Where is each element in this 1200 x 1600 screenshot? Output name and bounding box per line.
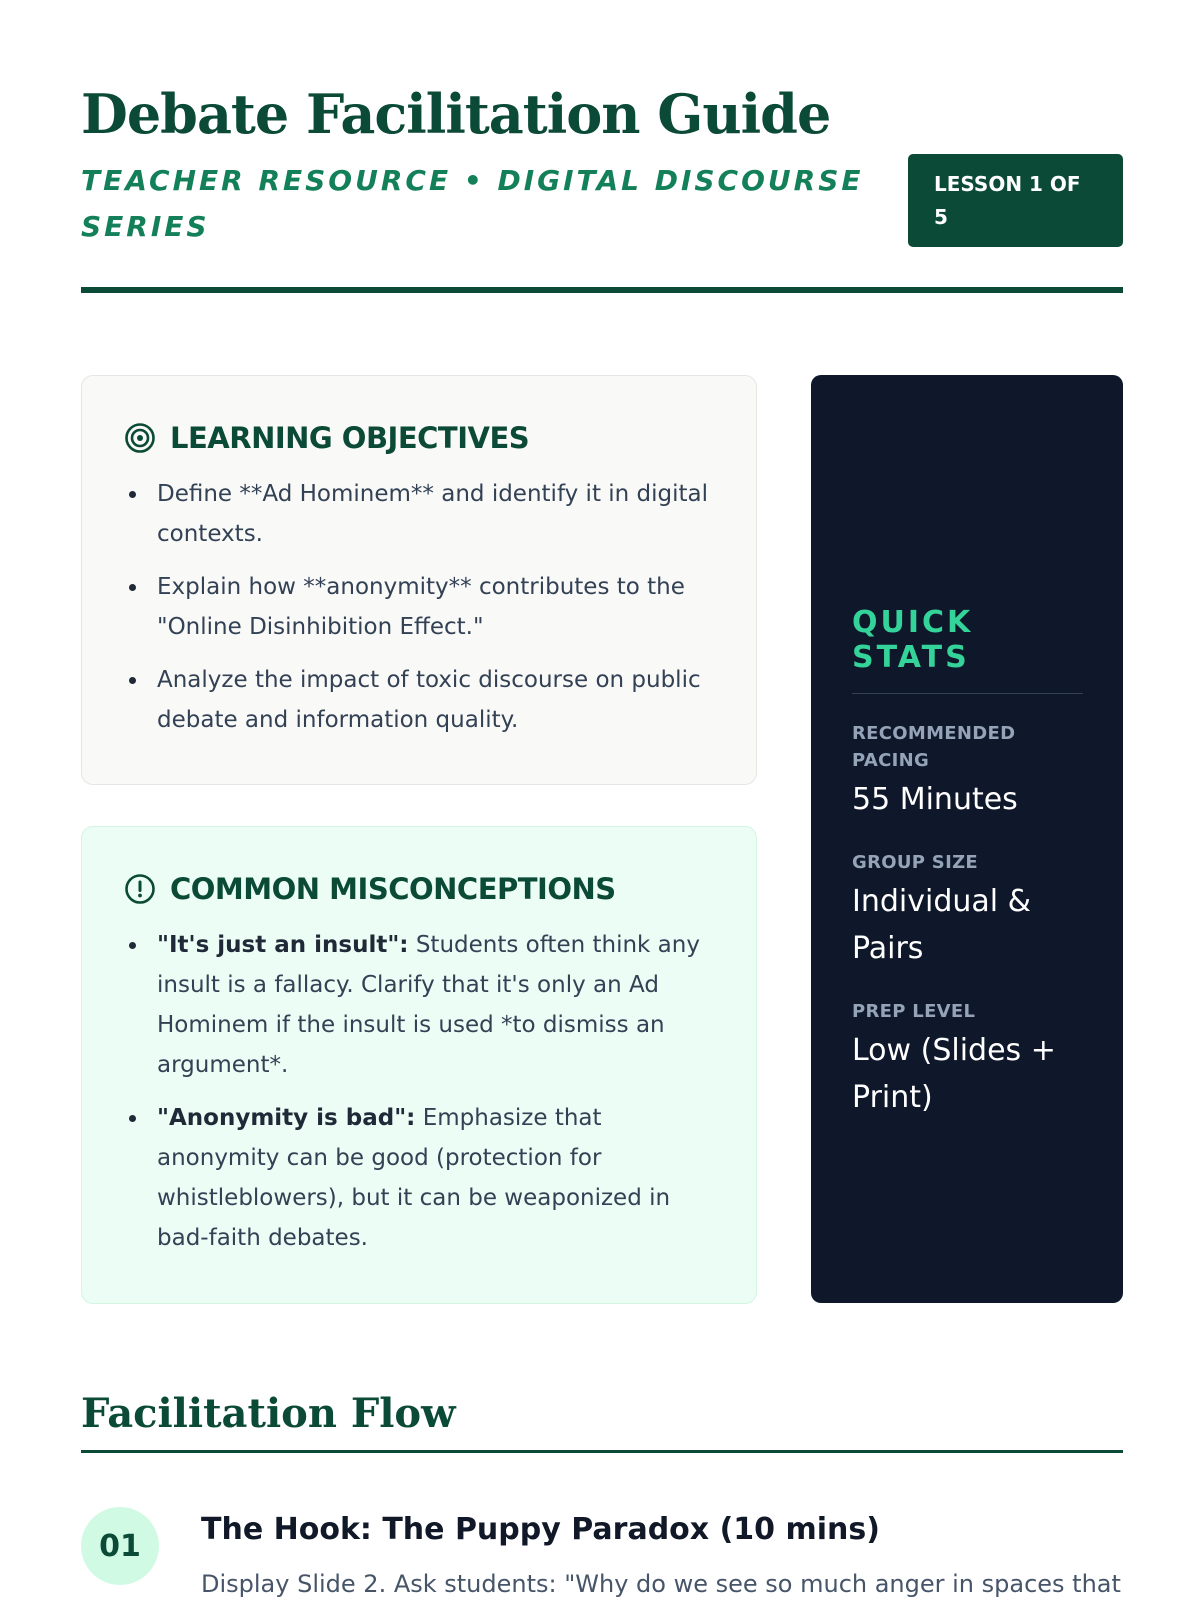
page-header xyxy=(81,80,1123,243)
stat-prep-level xyxy=(852,998,1083,1121)
stat-pacing xyxy=(852,720,1083,823)
stat-value: Individual & Pairs xyxy=(852,884,1032,966)
stat-label: RECOMMENDED PACING xyxy=(852,723,1016,771)
objective-item: Define **Ad Hominem** and identify it in digital contexts. xyxy=(124,474,716,554)
page-title: Debate Facilitation Guide xyxy=(81,82,831,146)
objectives-list xyxy=(124,474,716,740)
objective-item: Analyze the impact of toxic discourse on public debate and information quality. xyxy=(124,660,716,740)
flow-divider xyxy=(81,1450,1123,1453)
common-misconceptions-title: COMMON MISCONCEPTIONS xyxy=(170,872,616,906)
misconception-lead: "It's just an insult": xyxy=(157,932,409,958)
lesson-badge: LESSON 1 OF 5 xyxy=(908,154,1123,247)
stat-label: PREP LEVEL xyxy=(852,1001,976,1022)
quick-stats-title: QUICK STATS xyxy=(852,605,1083,694)
stat-value: 55 Minutes xyxy=(852,782,1018,817)
step-number-badge: 01 xyxy=(81,1507,159,1585)
stat-label: GROUP SIZE xyxy=(852,852,979,873)
misconceptions-list xyxy=(124,925,716,1258)
misconception-text: Students often think any insult is a fallacy. Clarify that it's only an Ad Hominem if the insult is used *to dismiss an argument*. xyxy=(157,932,700,1078)
misconception-item xyxy=(124,1098,716,1258)
header-divider xyxy=(81,287,1123,293)
learning-objectives-card xyxy=(81,375,757,785)
step-description: Display Slide 2. Ask students: "Why do we see so much anger in spaces that xyxy=(201,1570,1121,1598)
learning-objectives-title: LEARNING OBJECTIVES xyxy=(170,421,530,455)
misconception-item xyxy=(124,925,716,1085)
alert-circle-icon xyxy=(124,873,156,905)
step-title: The Hook: The Puppy Paradox (10 mins) xyxy=(201,1512,880,1547)
common-misconceptions-header xyxy=(124,867,716,911)
page-subtitle: TEACHER RESOURCE • DIGITAL DISCOURSE SERIES xyxy=(81,164,864,243)
facilitation-flow-title: Facilitation Flow xyxy=(81,1390,456,1437)
stat-group-size xyxy=(852,849,1083,972)
stat-value: Low (Slides + Print) xyxy=(852,1033,1056,1115)
target-icon xyxy=(124,422,156,454)
objective-item: Explain how **anonymity** contributes to the "Online Disinhibition Effect." xyxy=(124,567,716,647)
misconception-text: Emphasize that anonymity can be good (protection for whistleblowers), but it can be weaponized in bad-faith debates. xyxy=(157,1105,671,1251)
misconception-lead: "Anonymity is bad": xyxy=(157,1105,416,1131)
quick-stats-panel xyxy=(811,375,1123,1303)
common-misconceptions-card xyxy=(81,826,757,1304)
learning-objectives-header xyxy=(124,416,716,460)
